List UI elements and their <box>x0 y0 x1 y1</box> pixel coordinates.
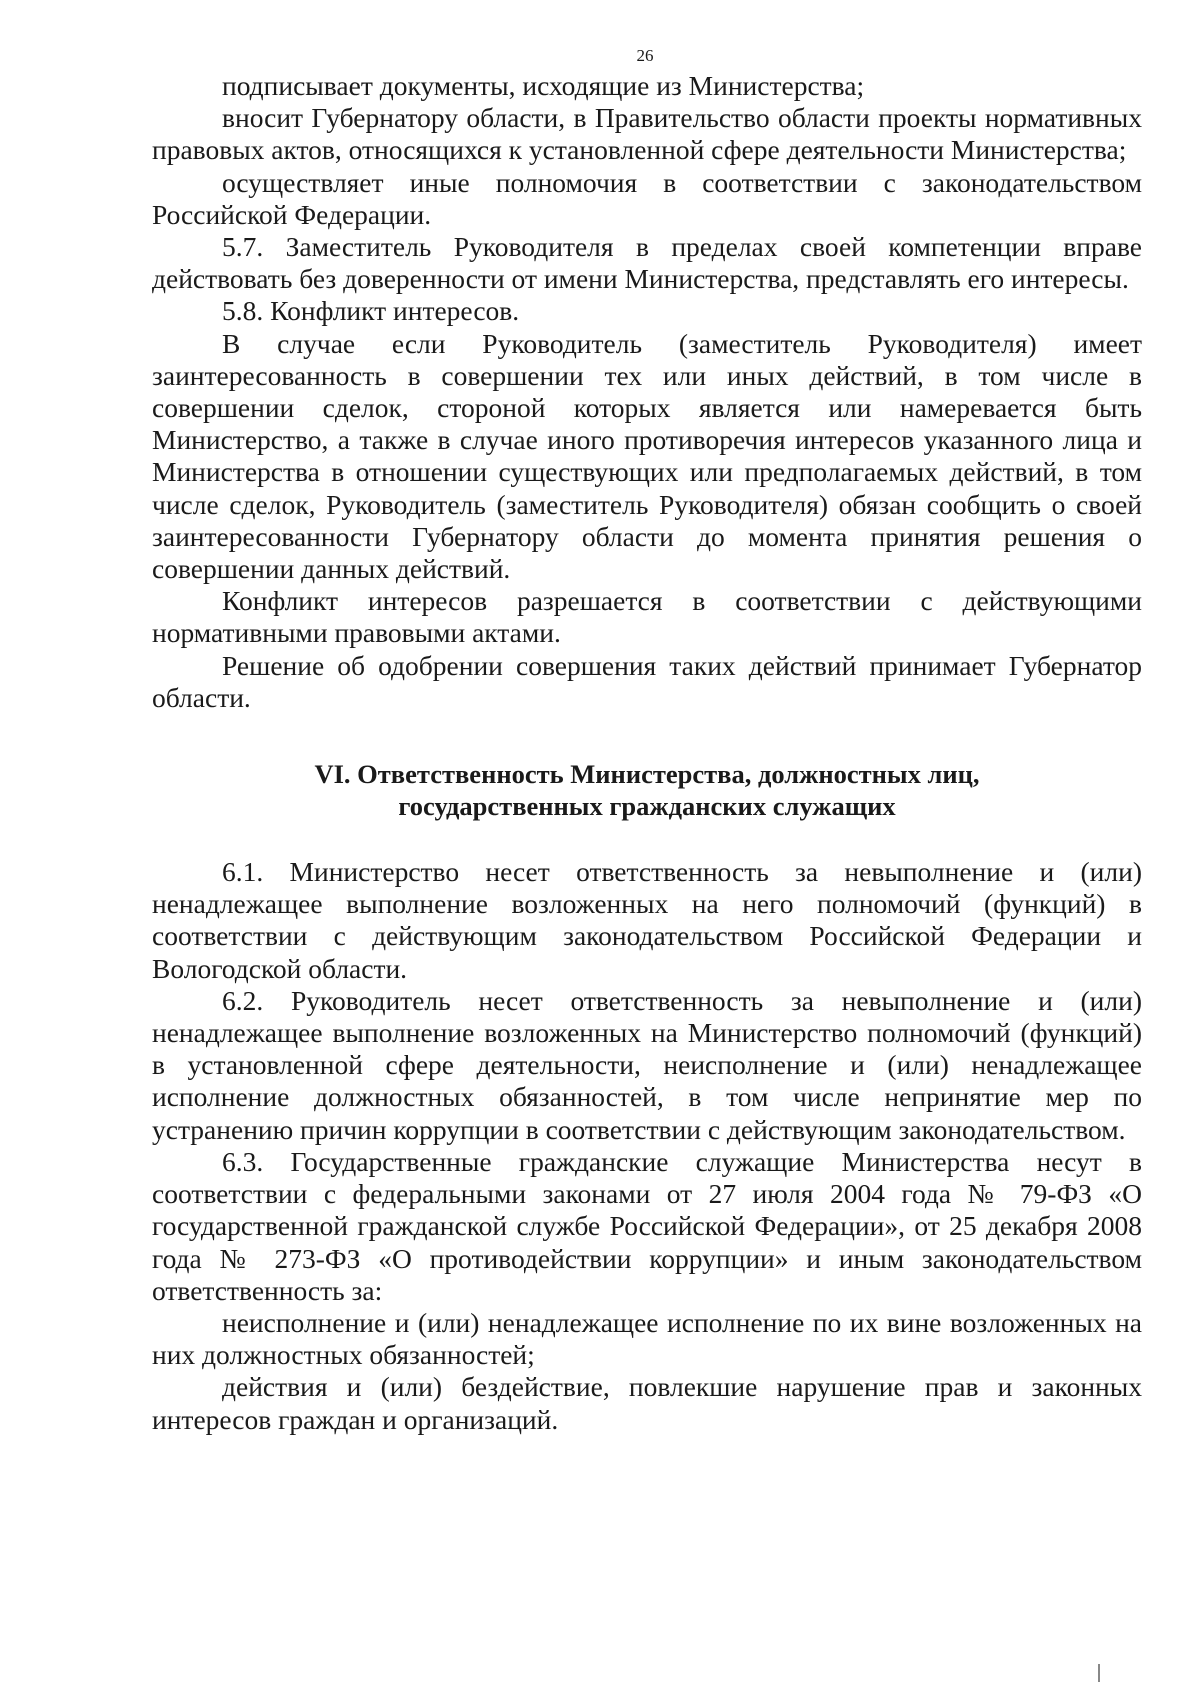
document-body <box>152 70 1142 1436</box>
page-number: 26 <box>636 46 654 65</box>
paragraph: неисполнение и (или) ненадлежащее исполнение по их вине возложенных на них должностных обязанностей; <box>152 1306 1142 1371</box>
paragraph: действия и (или) бездействие, повлекшие нарушение прав и законных интересов граждан и организаций. <box>152 1371 1142 1435</box>
section-heading <box>152 758 1142 822</box>
paragraph: 6.3. Государственные гражданские служащие Министерства несут в соответствии с федеральными законами от 27 июля 2004 года № 79-ФЗ «О государственной гражданской службе Российской Федерации», от 25 декабря 2008 года № 273-ФЗ «О противодействии коррупции» и иным законодательством ответственность за: <box>152 1145 1142 1306</box>
paragraph: В случае если Руководитель (заместитель Руководителя) имеет заинтересованность в совершении тех или иных действий, в том числе в совершении сделок, стороной которых является или намеревается быть Министерство, а также в случае иного противоречия интересов указанного лица и Министерства в отношении существующих или предполагаемых действий, в том числе сделок, Руководитель (заместитель Руководителя) обязан сообщить о своей заинтересованности Губернатору области до момента принятия решения о совершении данных действий. <box>152 327 1142 585</box>
paragraph: вносит Губернатору области, в Правительство области проекты нормативных правовых актов, относящихся к установленной сфере деятельности Министерства; <box>152 102 1142 166</box>
paragraph: осуществляет иные полномочия в соответствии с законодательством Российской Федерации. <box>152 166 1142 230</box>
paragraph: 6.1. Министерство несет ответственность за невыполнение и (или) ненадлежащее выполнение возложенных на него полномочий (функций) в соответствии с действующим законодательством Российской Федерации и Вологодской области. <box>152 856 1142 984</box>
paragraph: 5.7. Заместитель Руководителя в пределах своей компетенции вправе действовать без доверенности от имени Министерства, представлять его интересы. <box>152 231 1142 295</box>
paragraph: Конфликт интересов разрешается в соответствии с действующими нормативными правовыми актами. <box>152 585 1142 649</box>
section-heading-line: VI. Ответственность Министерства, должностных лиц, <box>314 759 980 790</box>
paragraph: 6.2. Руководитель несет ответственность за невыполнение и (или) ненадлежащее выполнение возложенных на Министерство полномочий (функций) в установленной сфере деятельности, неисполнение и (или) ненадлежащее исполнение должностных обязанностей, в том числе непринятие мер по устранению причин коррупции в соответствии с действующим законодательством. <box>152 984 1142 1145</box>
scan-artifact <box>1098 1664 1100 1682</box>
paragraph: подписывает документы, исходящие из Министерства; <box>222 70 865 101</box>
paragraph: 5.8. Конфликт интересов. <box>222 295 520 327</box>
section-heading-line: государственных гражданских служащих <box>398 791 896 822</box>
paragraph: Решение об одобрении совершения таких действий принимает Губернатор области. <box>152 649 1142 713</box>
